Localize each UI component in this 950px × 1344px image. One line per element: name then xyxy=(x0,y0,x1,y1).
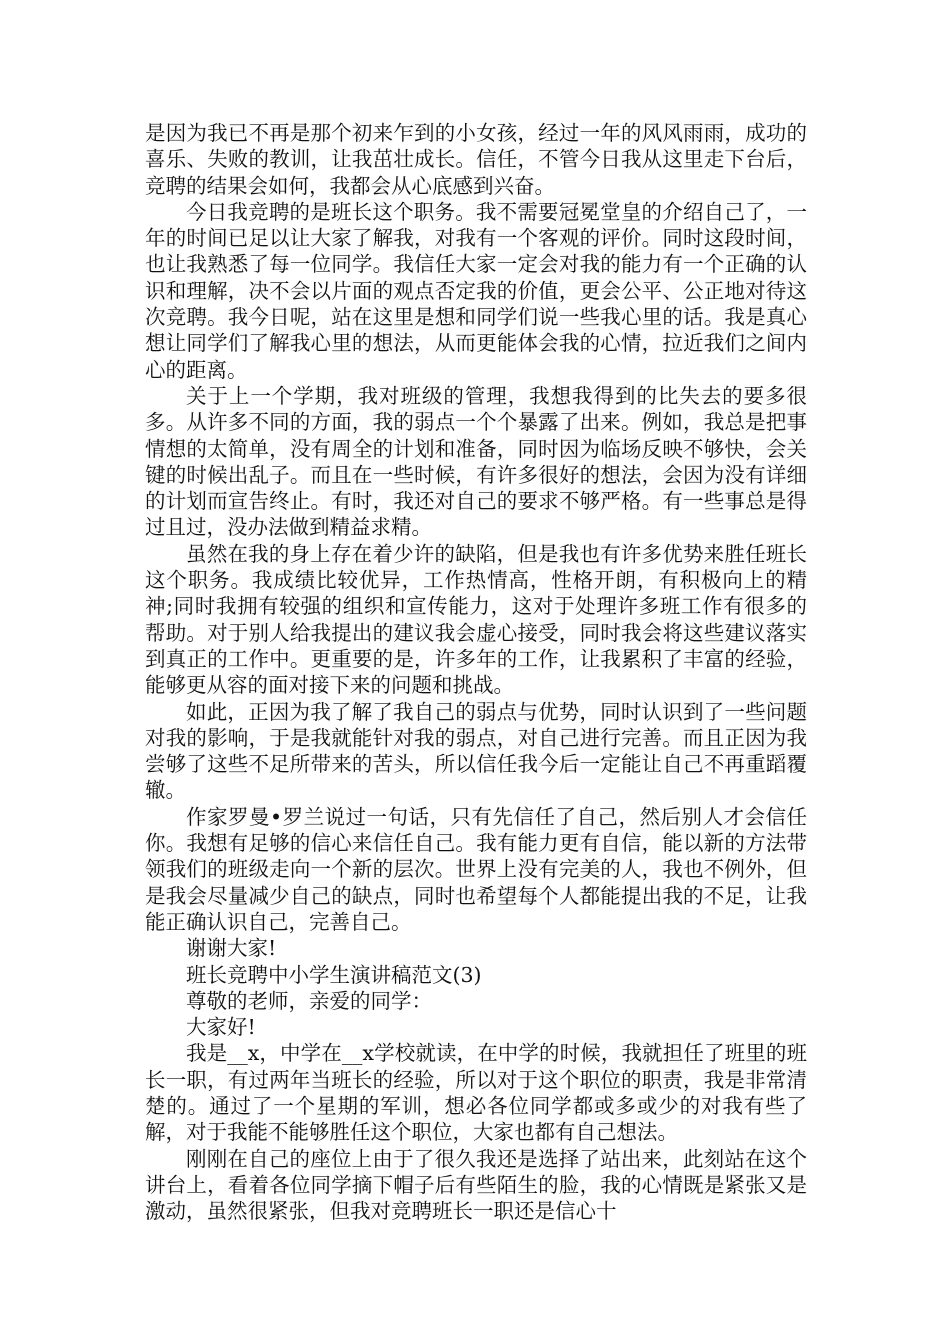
document-body xyxy=(145,120,807,1224)
salutation: 尊敬的老师，亲爱的同学： xyxy=(186,988,432,1013)
paragraph-2: 今日我竞聘的是班长这个职务。我不需要冠冕堂皇的介绍自己了，一年的时间已足以让大家了解我，对我有一个客观的评价。同时这段时间，也让我熟悉了每一位同学。我信任大家一定会对我的能力有一个正确的认识和理解，决不会以片面的观点否定我的价值，更会公平、公正地对待这次竞聘。我今日呢，站在这里是想和同学们说一些我心里的话。我是真心想让同学们了解我心里的想法，从而更能体会我的心情，拉近我们之间内心的距离。 xyxy=(145,199,807,382)
greeting: 大家好! xyxy=(186,1015,256,1040)
paragraph-3: 关于上一个学期，我对班级的管理，我想我得到的比失去的要多很多。从许多不同的方面，我的弱点一个个暴露了出来。例如，我总是把事情想的太简单，没有周全的计划和准备，同时因为临场反映不够快，会关键的时候出乱子。而且在一些时候，有许多很好的想法，会因为没有详细的计划而宣告终止。有时，我还对自己的要求不够严格。有一些事总是得过且过，没办法做到精益求精。 xyxy=(145,383,807,540)
paragraph-8: 刚刚在自己的座位上由于了很久我还是选择了站出来，此刻站在这个讲台上，看着各位同学摘下帽子后有些陌生的脸，我的心情既是紧张又是激动，虽然很紧张，但我对竞聘班长一职还是信心十 xyxy=(145,1146,807,1224)
paragraph-6: 作家罗曼•罗兰说过一句话，只有先信任了自己，然后别人才会信任你。我想有足够的信心来信任自己。我有能力更有自信，能以新的方法带领我们的班级走向一个新的层次。世界上没有完美的人，我也不例外，但是我会尽量减少自己的缺点，同时也希望每个人都能提出我的不足，让我能正确认识自己，完善自己。 xyxy=(145,804,807,934)
paragraph-5: 如此，正因为我了解了我自己的弱点与优势，同时认识到了一些问题对我的影响，于是我就能针对我的弱点，对自己进行完善。而且正因为我尝够了这些不足所带来的苦头，所以信任我今后一定能让自己不再重蹈覆辙。 xyxy=(145,699,807,803)
paragraph-4: 虽然在我的身上存在着少许的缺陷，但是我也有许多优势来胜任班长这个职务。我成绩比较优异，工作热情高，性格开朗，有积极向上的精神;同时我拥有较强的组织和宣传能力，这对于处理许多班工作有很多的帮助。对于别人给我提出的建议我会虚心接受，同时我会将这些建议落实到真正的工作中。更重要的是，许多年的工作，让我累积了丰富的经验，能够更从容的面对接下来的问题和挑战。 xyxy=(145,541,807,698)
closing-thanks: 谢谢大家! xyxy=(186,936,277,961)
paragraph-7: 我是__x，中学在__x学校就读，在中学的时候，我就担任了班里的班长一职，有过两年当班长的经验，所以对于这个职位的职责，我是非常清楚的。通过了一个星期的军训，想必各位同学都或多或少的对我有些了解，对于我能不能够胜任这个职位，大家也都有自己想法。 xyxy=(145,1041,807,1145)
paragraph-1: 是因为我已不再是那个初来乍到的小女孩，经过一年的风风雨雨，成功的喜乐、失败的教训，让我茁壮成长。信任，不管今日我从这里走下台后，竞聘的结果会如何，我都会从心底感到兴奋。 xyxy=(145,121,807,198)
section-heading: 班长竞聘中小学生演讲稿范文(3) xyxy=(186,962,482,987)
